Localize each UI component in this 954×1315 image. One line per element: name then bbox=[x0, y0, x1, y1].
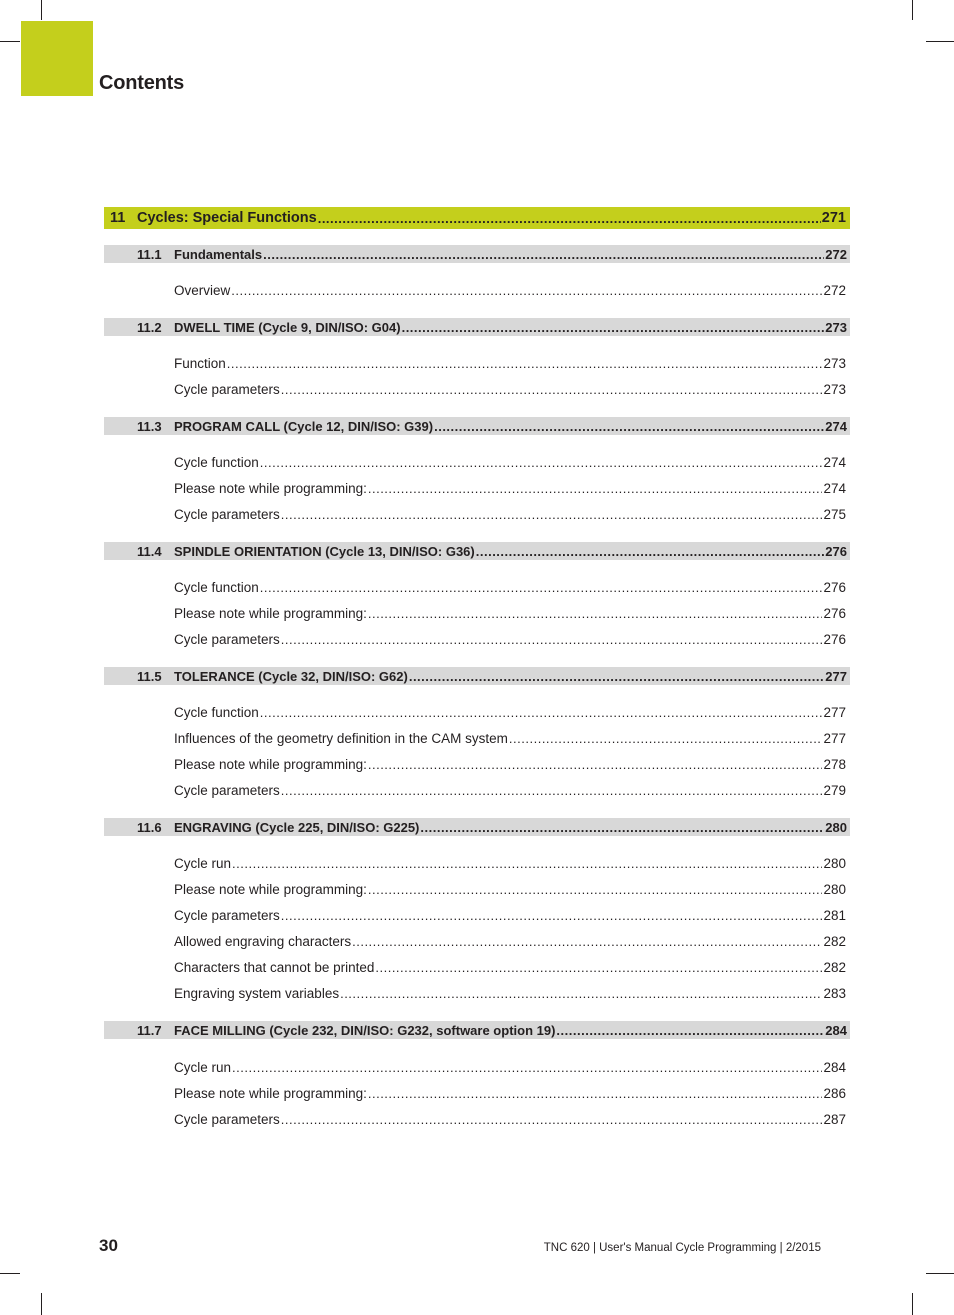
toc-entry[interactable] bbox=[174, 1084, 850, 1102]
dot-leader bbox=[368, 882, 823, 897]
section-page: 274 bbox=[825, 418, 847, 434]
section-heading[interactable] bbox=[104, 542, 850, 560]
chapter-page: 271 bbox=[821, 210, 846, 226]
entry-title: Please note while programming: bbox=[174, 480, 367, 496]
dot-leader bbox=[402, 320, 825, 335]
dot-leader bbox=[509, 731, 823, 746]
dot-leader bbox=[232, 1060, 822, 1075]
crop-mark bbox=[41, 0, 42, 20]
entry-title: Overview bbox=[174, 282, 231, 298]
chapter-number: 11 bbox=[110, 210, 126, 226]
dot-leader bbox=[281, 908, 823, 923]
section-heading[interactable] bbox=[104, 818, 850, 836]
entry-page: 273 bbox=[823, 355, 846, 371]
dot-leader bbox=[409, 669, 824, 684]
entry-page: 280 bbox=[823, 881, 846, 897]
toc-entry[interactable] bbox=[174, 984, 850, 1002]
toc-entry[interactable] bbox=[174, 1110, 850, 1128]
dot-leader bbox=[352, 934, 822, 949]
crop-mark bbox=[926, 41, 954, 42]
section-page: 273 bbox=[825, 319, 847, 335]
entry-page: 282 bbox=[823, 933, 846, 949]
entry-page: 276 bbox=[823, 579, 846, 595]
entry-title: Cycle function bbox=[174, 454, 259, 470]
toc-entry[interactable] bbox=[174, 880, 850, 898]
toc-entry[interactable] bbox=[174, 505, 850, 523]
dot-leader bbox=[232, 856, 822, 871]
entry-title: Cycle run bbox=[174, 1059, 232, 1075]
section-heading[interactable] bbox=[104, 417, 850, 435]
dot-leader bbox=[227, 356, 823, 371]
crop-mark bbox=[0, 1273, 20, 1274]
page-number: 30 bbox=[99, 1236, 118, 1255]
entry-title: Influences of the geometry definition in the CAM system bbox=[174, 730, 508, 746]
toc-entry[interactable] bbox=[174, 453, 850, 471]
dot-leader bbox=[260, 580, 823, 595]
entry-title: Please note while programming: bbox=[174, 1085, 367, 1101]
footer-text: TNC 620 | User's Manual Cycle Programming | 2/2015 bbox=[543, 1242, 821, 1254]
toc-entry[interactable] bbox=[174, 932, 850, 950]
entry-title: Please note while programming: bbox=[174, 756, 367, 772]
dot-leader bbox=[556, 1023, 824, 1038]
crop-mark bbox=[926, 1273, 954, 1274]
section-title: TOLERANCE (Cycle 32, DIN/ISO: G62) bbox=[174, 668, 408, 684]
dot-leader bbox=[434, 419, 824, 434]
section-title: ENGRAVING (Cycle 225, DIN/ISO: G225) bbox=[174, 819, 420, 835]
toc-entry[interactable] bbox=[174, 630, 850, 648]
entry-title: Characters that cannot be printed bbox=[174, 959, 375, 975]
entry-page: 272 bbox=[823, 282, 846, 298]
entry-page: 279 bbox=[823, 782, 846, 798]
toc-entry[interactable] bbox=[174, 729, 850, 747]
toc-entry[interactable] bbox=[174, 703, 850, 721]
chapter-heading[interactable] bbox=[104, 207, 850, 229]
dot-leader bbox=[476, 544, 825, 559]
dot-leader bbox=[375, 960, 822, 975]
dot-leader bbox=[368, 481, 823, 496]
entry-title: Please note while programming: bbox=[174, 881, 367, 897]
dot-leader bbox=[368, 1086, 823, 1101]
section-title: Fundamentals bbox=[174, 246, 263, 262]
entry-page: 273 bbox=[823, 381, 846, 397]
section-heading[interactable] bbox=[104, 667, 850, 685]
chapter-title: Cycles: Special Functions bbox=[137, 210, 317, 226]
entry-title: Cycle parameters bbox=[174, 631, 280, 647]
accent-box bbox=[21, 21, 93, 96]
entry-page: 283 bbox=[823, 985, 846, 1001]
dot-leader bbox=[368, 606, 823, 621]
dot-leader bbox=[281, 632, 823, 647]
section-page: 284 bbox=[825, 1022, 847, 1038]
entry-page: 282 bbox=[823, 959, 846, 975]
entry-title: Engraving system variables bbox=[174, 985, 340, 1001]
entry-page: 275 bbox=[823, 506, 846, 522]
dot-leader bbox=[263, 247, 824, 262]
section-heading[interactable] bbox=[104, 318, 850, 336]
dot-leader bbox=[318, 211, 821, 226]
section-number: 11.6 bbox=[137, 819, 162, 835]
entry-title: Cycle parameters bbox=[174, 381, 280, 397]
toc-entry[interactable] bbox=[174, 958, 850, 976]
dot-leader bbox=[420, 820, 824, 835]
entry-title: Allowed engraving characters bbox=[174, 933, 352, 949]
toc-entry[interactable] bbox=[174, 906, 850, 924]
entry-page: 276 bbox=[823, 631, 846, 647]
entry-page: 277 bbox=[823, 730, 846, 746]
toc-entry[interactable] bbox=[174, 380, 850, 398]
entry-title: Please note while programming: bbox=[174, 605, 367, 621]
entry-page: 277 bbox=[823, 704, 846, 720]
section-number: 11.5 bbox=[137, 668, 162, 684]
section-number: 11.4 bbox=[137, 543, 162, 559]
entry-title: Cycle parameters bbox=[174, 506, 280, 522]
dot-leader bbox=[340, 986, 822, 1001]
section-number: 11.7 bbox=[137, 1022, 162, 1038]
section-number: 11.2 bbox=[137, 319, 162, 335]
dot-leader bbox=[260, 705, 823, 720]
entry-page: 286 bbox=[823, 1085, 846, 1101]
section-page: 280 bbox=[825, 819, 847, 835]
section-number: 11.3 bbox=[137, 418, 162, 434]
entry-page: 281 bbox=[823, 907, 846, 923]
entry-title: Function bbox=[174, 355, 226, 371]
section-page: 276 bbox=[825, 543, 847, 559]
section-heading[interactable] bbox=[104, 245, 850, 263]
crop-mark bbox=[912, 1293, 913, 1315]
section-title: DWELL TIME (Cycle 9, DIN/ISO: G04) bbox=[174, 319, 401, 335]
dot-leader bbox=[281, 507, 823, 522]
toc-entry[interactable] bbox=[174, 854, 850, 872]
crop-mark bbox=[912, 0, 913, 20]
entry-page: 280 bbox=[823, 855, 846, 871]
section-title: PROGRAM CALL (Cycle 12, DIN/ISO: G39) bbox=[174, 418, 434, 434]
page-title: Contents bbox=[99, 72, 185, 94]
toc-entry[interactable] bbox=[174, 354, 850, 372]
entry-page: 274 bbox=[823, 480, 846, 496]
dot-leader bbox=[281, 1112, 823, 1127]
crop-mark bbox=[0, 41, 20, 42]
toc-entry[interactable] bbox=[174, 578, 850, 596]
section-title: FACE MILLING (Cycle 232, DIN/ISO: G232, software option 19) bbox=[174, 1022, 556, 1038]
toc-entry[interactable] bbox=[174, 479, 850, 497]
entry-title: Cycle run bbox=[174, 855, 232, 871]
entry-page: 287 bbox=[823, 1111, 846, 1127]
entry-title: Cycle parameters bbox=[174, 1111, 280, 1127]
toc-entry[interactable] bbox=[174, 604, 850, 622]
section-number: 11.1 bbox=[137, 246, 162, 262]
dot-leader bbox=[231, 283, 822, 298]
entry-page: 278 bbox=[823, 756, 846, 772]
entry-page: 274 bbox=[823, 454, 846, 470]
dot-leader bbox=[281, 382, 823, 397]
section-page: 277 bbox=[825, 668, 847, 684]
section-title: SPINDLE ORIENTATION (Cycle 13, DIN/ISO: G36) bbox=[174, 543, 475, 559]
entry-title: Cycle parameters bbox=[174, 782, 280, 798]
toc-entry[interactable] bbox=[174, 781, 850, 799]
entry-page: 276 bbox=[823, 605, 846, 621]
entry-page: 284 bbox=[823, 1059, 846, 1075]
toc-entry[interactable] bbox=[174, 755, 850, 773]
section-heading[interactable] bbox=[104, 1021, 850, 1039]
entry-title: Cycle function bbox=[174, 579, 259, 595]
dot-leader bbox=[260, 455, 823, 470]
dot-leader bbox=[281, 783, 823, 798]
entry-title: Cycle function bbox=[174, 704, 259, 720]
dot-leader bbox=[368, 757, 823, 772]
crop-mark bbox=[41, 1293, 42, 1315]
section-page: 272 bbox=[825, 246, 847, 262]
toc-entry[interactable] bbox=[174, 281, 850, 299]
entry-title: Cycle parameters bbox=[174, 907, 280, 923]
toc-entry[interactable] bbox=[174, 1058, 850, 1076]
